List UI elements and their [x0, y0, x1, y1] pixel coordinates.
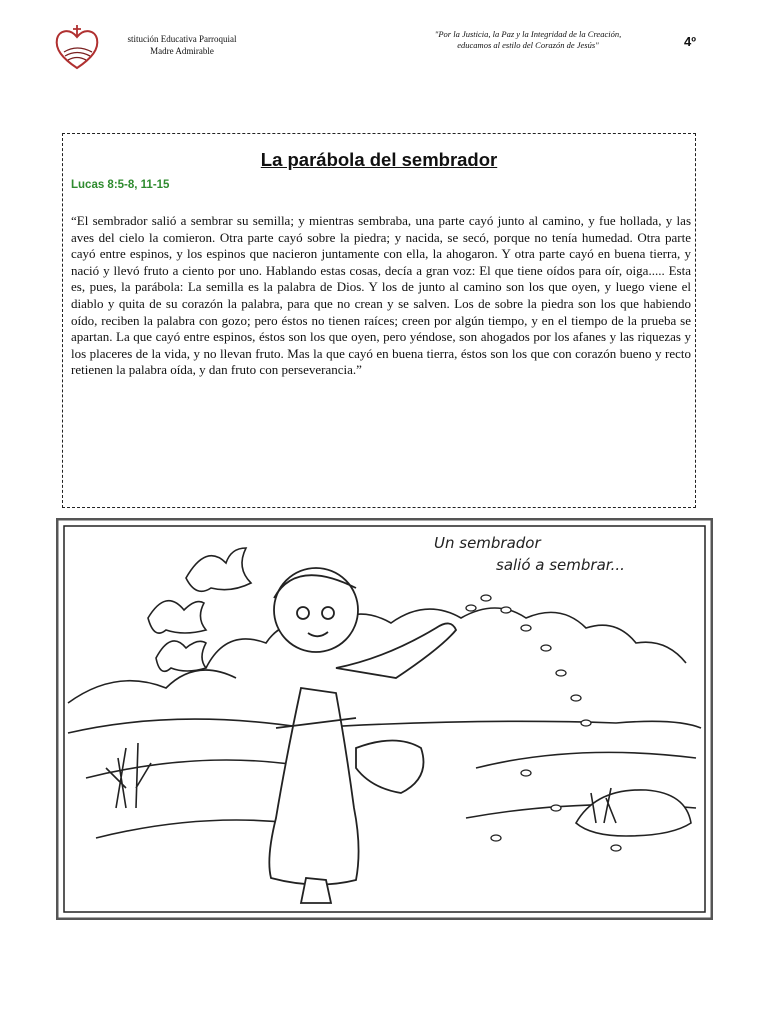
caption-line2: salió a sembrar... — [496, 556, 625, 574]
institution-line1: stitución Educativa Parroquial — [127, 34, 237, 44]
sower-illustration — [56, 518, 713, 920]
reading-passage: “El sembrador salió a sembrar su semilla; y mientras sembraba, una parte cayó junto al camino, y fue hollada, y las aves del cielo la comieron. Otra parte cayó sobre la piedra; y nacida, se secó, porque no tenía humedad. Otra parte cayó entre espinos, y los espinos que nacieron juntamente con ella, la ahogaron. Y otra parte cayó en buena tierra, y nació y llevó fruto a ciento por uno. Hablando estas cosas, decía a gran voz: El que tiene oídos para oír, oiga..... Esta es, pues, la parábola: La semilla es la palabra de Dios. Y los de junto al camino son los que oyen, y luego viene el diablo y quita de su corazón la palabra, para que no crean y se salven. Los de sobre la piedra son los que habiendo oído, reciben la palabra con gozo; pero éstos no tienen raíces; creen por algún tiempo, y en el tiempo de la prueba se apartan. La que cayó entre espinos, éstos son los que oyen, pero yéndose, son ahogados por los afanes y las riquezas y los placeres de la vida, y no llevan fruto. Mas la que cayó en buena tierra, éstos son los que con corazón bueno y recto retienen la palabra oída, y dan fruto con perseverancia.” — [71, 213, 691, 378]
bible-reference: Lucas 8:5-8, 11-15 — [71, 179, 170, 191]
school-motto: "Por la Justicia, la Paz y la Integridad de la Creación, educamos al estilo del Corazón de Jesús" — [434, 29, 622, 50]
institution-line2: Madre Admirable — [150, 46, 214, 56]
reading-box — [62, 133, 696, 508]
grade-label: 4º — [684, 34, 696, 49]
heart-cross-logo-icon — [52, 22, 102, 72]
institution-name — [112, 33, 252, 57]
reading-title: La parábola del sembrador — [260, 149, 498, 170]
caption-line1: Un sembrador — [434, 534, 541, 552]
